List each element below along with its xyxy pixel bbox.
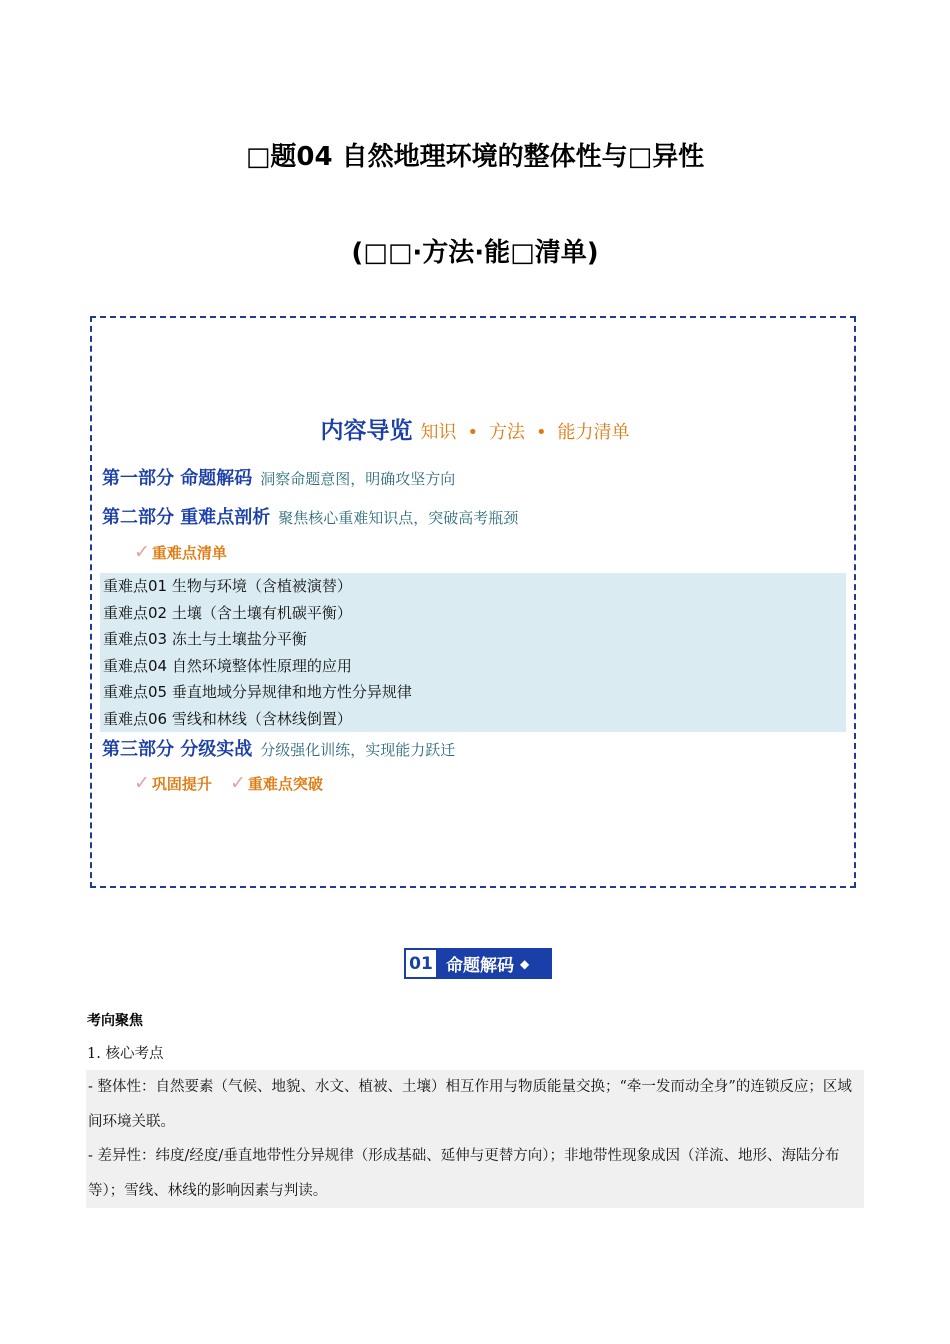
part2-description: 聚焦核心重难知识点，突破高考瓶颈: [278, 509, 519, 527]
check-icon: ✓: [229, 772, 246, 794]
list-item: 重难点06 雪线和林线（含林线倒置）: [103, 709, 352, 728]
core-points-label: 1. 核心考点: [87, 1046, 164, 1062]
part3-description: 分级强化训练，实现能力跃迁: [260, 741, 456, 759]
paragraph-difference: - 差异性：纬度/经度/垂直地带性分异规律（形成基础、延伸与更替方向）；非地带性现象成因（洋流、地形、海陆分布等）；雪线、林线的影响因素与判读。: [88, 1148, 840, 1199]
part1-heading: 第一部分 命题解码: [102, 468, 253, 489]
practice-label-consolidate: 巩固提升: [151, 775, 212, 793]
part3-heading: 第三部分 分级实战: [102, 739, 253, 760]
diamond-icon: ◆: [520, 956, 530, 971]
list-item: 重难点02 土壤（含土壤有机碳平衡）: [103, 603, 352, 622]
section-badge-label: 命题解码: [446, 956, 514, 976]
document-subtitle: (□□·方法·能□清单): [351, 238, 599, 268]
part2-row: [102, 503, 518, 529]
check-icon: ✓: [134, 772, 150, 794]
section-badge-number: 01: [406, 950, 436, 977]
list-item: 重难点03 冻土与土壤盐分平衡: [103, 630, 307, 648]
guide-title: [0, 412, 950, 445]
part3-row: [102, 735, 455, 761]
document-title: □题04 自然地理环境的整体性与□异性: [245, 142, 705, 172]
practice-labels-row: [134, 772, 323, 794]
list-item: 重难点04 自然环境整体性原理的应用: [103, 656, 352, 675]
list-item: 重难点05 垂直地域分异规律和地方性分异规律: [103, 683, 412, 701]
part1-description: 洞察命题意图，明确攻坚方向: [260, 470, 456, 488]
part2-heading: 第二部分 重难点剖析: [102, 507, 271, 528]
checklist-label-row: [134, 541, 227, 563]
guide-title-sub: 知识 • 方法 • 能力清单: [420, 422, 630, 443]
paragraph-integrity: - 整体性：自然要素（气候、地貌、水文、植被、土壤）相互作用与物质能量交换；“牵一发而动全身”的连锁反应；区域间环境关联。: [88, 1079, 852, 1130]
key-points-list: [100, 573, 846, 732]
guide-title-main: 内容导览: [320, 418, 413, 444]
core-points-block: [86, 1070, 864, 1208]
section-heading: 考向聚焦: [87, 1013, 143, 1029]
list-item: 重难点01 生物与环境（含植被演替）: [103, 577, 352, 595]
section-badge: [404, 948, 552, 979]
practice-label-breakthrough: 重难点突破: [247, 775, 323, 793]
check-icon: ✓: [134, 541, 150, 563]
part1-row: [102, 464, 455, 490]
checklist-label: 重难点清单: [151, 544, 227, 562]
